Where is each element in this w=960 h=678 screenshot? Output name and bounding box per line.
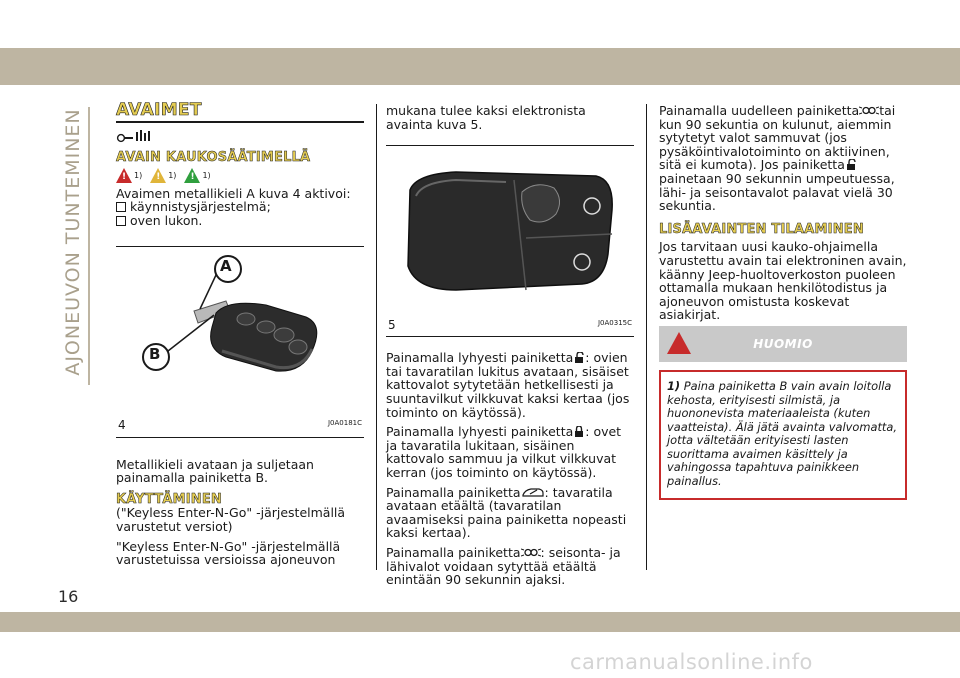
flip-key-illustration (116, 253, 364, 423)
callout-a: A (220, 256, 232, 275)
figure-number: 4 (118, 417, 126, 432)
figure-code: J0A0181C (327, 418, 362, 427)
unlock-icon (573, 352, 585, 363)
paragraph-lights: Painamalla painiketta : seisonta- ja lähivalot voidaan sytyttää etäältä enintään 90 sekunnin ajaksi. (386, 544, 621, 588)
column-divider (646, 104, 647, 570)
title-rule (116, 121, 364, 123)
note-text: Paina painiketta B vain avain loitolla kehosta, erityisesti silmistä, ja huononevista materiaaleista (kuten vaatteista). Älä jätä avainta valvomatta, jotta vältetään erityisesti lasten suorittama avaimen käsittely ja vahingossa tapahtuva painikkeen painallus. (667, 379, 897, 488)
intro-text: Avaimen metallikieli A kuva 4 aktivoi: (116, 185, 351, 201)
figure-code: J0A0315C (597, 318, 632, 327)
danger-warning-icon: ! (116, 168, 132, 183)
caution-warning-icon: ! (150, 168, 166, 183)
paragraph: mukana tulee kaksi elektronista avainta kuva 5. (386, 103, 586, 132)
page-number: 16 (58, 587, 79, 606)
unlock-icon (845, 159, 857, 170)
column-divider (376, 104, 377, 570)
paragraph: Jos tarvitaan uusi kauko-ohjaimella varustettu avain tai elektroninen avain, käänny Jeep-huoltoverkoston puoleen ottamalla mukaan henkilötodistus ja ajoneuvon omistusta koskevat asiakirjat. (659, 239, 907, 323)
parking-lights-icon (859, 105, 879, 116)
paragraph-lock: Painamalla lyhyesti painiketta : ovet ja tavaratila lukitaan, sisäinen kattovalo sammuu ja vilkut vilkkuvat kerran (jos toiminto on käytössä). (386, 424, 622, 480)
smart-key-illustration (386, 150, 634, 320)
bottom-band (0, 612, 960, 632)
column-2 (386, 104, 634, 593)
paragraph: ("Keyless Enter-N-Go" -järjestelmällä varustetut versiot) (116, 505, 346, 534)
checkbox-bullet-icon (116, 216, 126, 226)
note-header (659, 326, 907, 362)
subtitle-usage: KÄYTTÄMINEN (116, 491, 223, 507)
warning-note (659, 326, 907, 500)
subtitle-remote-key: AVAIN KAUKOSÄÄTIMELLÄ (116, 150, 311, 166)
key-icon (116, 129, 364, 146)
parking-lights-icon (521, 547, 541, 558)
trunk-icon (521, 487, 545, 498)
bullet-text: käynnistysjärjestelmä; (130, 199, 271, 215)
figure-5 (386, 145, 634, 337)
environment-warning-icon: ! (184, 168, 200, 183)
column-3 (659, 104, 907, 328)
side-tab (58, 107, 88, 385)
checkbox-bullet-icon (116, 202, 126, 212)
section-title: AVAIMET (116, 100, 202, 120)
warning-ref: 1) (134, 171, 143, 181)
column-1 (116, 100, 364, 573)
warning-row (116, 168, 364, 183)
figure-number: 5 (388, 317, 396, 332)
paragraph: Painamalla uudelleen painiketta tai kun 90 sekuntia on kulunut, aiemmin sytytetyt valot sammuvat (jos pysäköintivalotoiminto on aktiivinen, sitä ei kumota). Jos painikettapainetaan 90 sekunnin umpeutuessa, lähi- ja seisontavalot palavat vielä 30 sekuntia. (659, 103, 896, 214)
paragraph: Metallikieli avataan ja suljetaan painamalla painiketta B. (116, 456, 314, 486)
top-band (0, 48, 960, 85)
figure-4 (116, 246, 364, 438)
warning-ref: 1) (168, 171, 177, 181)
side-divider (88, 107, 90, 385)
callout-b: B (149, 344, 161, 363)
note-body (659, 370, 907, 500)
watermark: carmanualsonline.info (570, 650, 813, 674)
paragraph-unlock: Painamalla lyhyesti painiketta : ovien tai tavaratilan lukitus avataan, sisäiset kattovalot sytytetään hetkellisesti ja suuntavilkut vilkkuvat kaksi kertaa (jos toiminto on käytössä). (386, 350, 630, 420)
lock-icon (573, 426, 585, 437)
bullet-item (116, 200, 364, 214)
warning-ref: 1) (202, 171, 211, 181)
paragraph: "Keyless Enter-N-Go" -järjestelmällä varustetuissa versioissa ajoneuvon (116, 538, 341, 568)
side-title: AJONEUVON TUNTEMINEN (62, 108, 84, 376)
paragraph-trunk: Painamalla painiketta : tavaratila avataan etäältä (tavaratilan avaamiseksi paina painiketta nopeasti kaksi kertaa). (386, 484, 627, 541)
bullet-item (116, 214, 364, 228)
subtitle-extra-keys: LISÄAVAINTEN TILAAMINEN (659, 221, 864, 237)
note-title: HUOMIO (753, 337, 813, 351)
note-number: 1) (667, 379, 681, 393)
bullet-text: oven lukon. (130, 212, 203, 228)
